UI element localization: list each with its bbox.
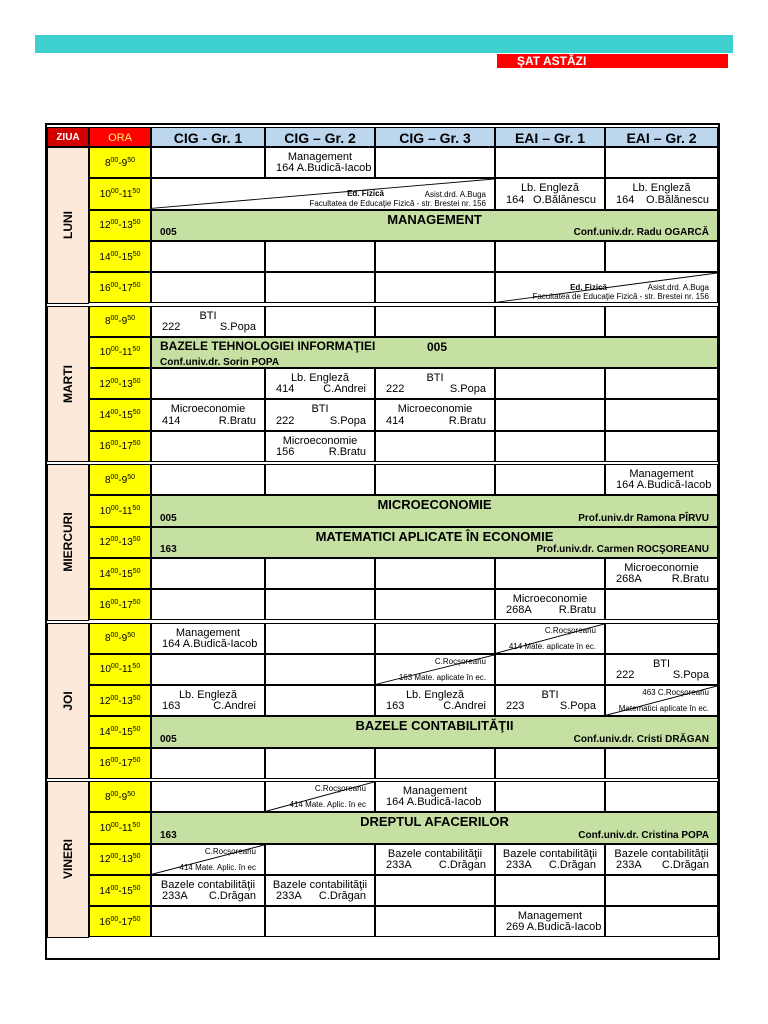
time-label: $12^{00}-13^{50}$: [99, 377, 141, 390]
lecture-room: 163: [160, 543, 177, 555]
lecture-management: [151, 210, 718, 241]
course-room: 222: [616, 669, 635, 682]
time-label: $16^{00}-17^{50}$: [99, 598, 141, 611]
schedule-cell: [265, 241, 375, 272]
diag-course: 414 Mate. aplicate în ec.: [508, 641, 596, 651]
schedule-cell: [495, 875, 605, 906]
lecture-title: DREPTUL AFACERILOR: [360, 814, 509, 830]
time-label: $8^{00}-9^{50}$: [104, 314, 136, 328]
schedule-cell: [151, 589, 265, 620]
time-label: $10^{00}-11^{50}$: [99, 346, 141, 359]
schedule-cell: [495, 147, 605, 178]
schedule-cell: [375, 147, 495, 178]
course-bazele-contabilitatii: [265, 875, 375, 906]
day-vineri: [47, 781, 89, 938]
course-room: 164: [506, 193, 525, 206]
header-group-4: [495, 127, 605, 147]
time-label: $16^{00}-17^{50}$: [99, 281, 141, 294]
course-management: [605, 464, 718, 495]
schedule-cell: [265, 748, 375, 779]
schedule-cell: [375, 906, 495, 937]
time-slot: [89, 527, 151, 558]
diag-course: Matematici aplicate în ec.: [618, 704, 709, 714]
header-group-3: [375, 127, 495, 147]
schedule-cell: [151, 748, 265, 779]
lecture-contabilitate: [151, 716, 718, 747]
time-label: $14^{00}-15^{50}$: [99, 567, 141, 580]
lecture-title: BAZELE CONTABILITĂŢII: [355, 718, 514, 734]
time-label: $10^{00}-11^{50}$: [99, 504, 141, 518]
time-label: $16^{00}-17^{50}$: [99, 757, 141, 770]
diag-course: 414 Mate. Aplic. în ec: [179, 862, 256, 872]
schedule-cell: [151, 464, 265, 495]
course-label: Bazele contabilităţii: [614, 847, 709, 860]
course-bazele-contabilitatii: [495, 844, 605, 875]
day-miercuri: [47, 464, 89, 621]
time-label: $10^{00}-11^{50}$: [99, 187, 141, 201]
time-label: $14^{00}-15^{50}$: [99, 725, 141, 739]
lecture-room: 005: [160, 733, 177, 745]
time-label: $16^{00}-17^{50}$: [99, 440, 141, 453]
schedule-cell: [151, 431, 265, 462]
course-label: Microeconomie: [624, 561, 699, 574]
group-label: CIG - Gr. 1: [173, 130, 243, 146]
schedule-cell: [605, 241, 718, 272]
time-label: $10^{00}-11^{50}$: [99, 663, 141, 676]
schedule-cell: [495, 241, 605, 272]
course-label: Bazele contabilităţii: [160, 878, 256, 891]
time-slot: [89, 748, 151, 779]
schedule-cell: [265, 906, 375, 937]
schedule-cell: [605, 623, 718, 654]
lecture-title: BAZELE TEHNOLOGIEI INFORMAŢIEI: [160, 338, 376, 353]
course-room: 233A: [162, 890, 188, 903]
diag-prof: C.Rocşoreanu: [544, 625, 596, 635]
course-room: 268A: [506, 604, 532, 617]
timetable: [45, 123, 720, 960]
schedule-cell: [151, 147, 265, 178]
course-room: 223: [506, 700, 525, 713]
schedule-cell: [265, 272, 375, 303]
schedule-cell: [375, 748, 495, 779]
course-prof: C.Andrei: [213, 700, 256, 713]
day-joi: [47, 623, 89, 780]
status-badge: ŞAT ASTĂZI: [497, 54, 728, 68]
time-slot: [89, 654, 151, 685]
time-slot: [89, 589, 151, 620]
schedule-cell: [495, 306, 605, 337]
day-label: LUNI: [61, 211, 75, 240]
lecture-title: MANAGEMENT: [387, 211, 482, 227]
schedule-cell: [375, 464, 495, 495]
course-lb-engleza: [151, 685, 265, 716]
lecture-bti: [151, 337, 718, 368]
course-label: Microeconomie: [170, 403, 246, 416]
course-room: 268A: [616, 573, 642, 586]
course-microeconomie: [375, 399, 495, 430]
course-room: 222: [276, 414, 295, 427]
course-prof: S.Popa: [672, 669, 709, 682]
time-slot: [89, 306, 151, 337]
course-prof: R.Bratu: [218, 414, 256, 427]
lecture-microeconomie: [151, 495, 718, 526]
day-label: JOI: [61, 691, 75, 711]
course-bazele-contabilitatii: [151, 875, 265, 906]
course-prof: C.Drăgan: [661, 858, 709, 871]
schedule-cell: [605, 306, 718, 337]
lecture-room: 005: [160, 512, 177, 524]
diag-prof: C.Rocşoreanu: [204, 846, 256, 856]
schedule-cell: [151, 241, 265, 272]
course-room: 233A: [276, 890, 302, 903]
diag-course: Facultatea de Educaţie Fizică - str. Brestei nr. 156: [309, 198, 486, 208]
time-label: $12^{00}-13^{50}$: [99, 219, 141, 232]
time-slot: [89, 272, 151, 303]
schedule-cell: [605, 399, 718, 430]
course-matematici: [375, 654, 495, 685]
time-slot: [89, 558, 151, 589]
course-prof: R.Bratu: [671, 573, 709, 586]
time-label: $8^{00}-9^{50}$: [104, 790, 136, 803]
lecture-title: MICROECONOMIE: [377, 497, 492, 513]
day-label: MIERCURI: [61, 512, 75, 572]
course-label: Microeconomie: [397, 403, 473, 416]
course-lb-engleza: [265, 368, 375, 399]
time-slot: [89, 906, 151, 937]
course-management: [151, 623, 265, 654]
group-label: EAI – Gr. 1: [514, 130, 586, 146]
schedule-cell: [605, 748, 718, 779]
course-bazele-contabilitatii: [375, 844, 495, 875]
schedule-cell: [151, 368, 265, 399]
schedule-cell: [495, 654, 605, 685]
diag-course: Facultatea de Educaţie Fizică - str. Brestei nr. 156: [532, 292, 709, 302]
time-slot: [89, 716, 151, 747]
course-bti: [605, 654, 718, 685]
lecture-room: 005: [160, 226, 177, 238]
time-label: $12^{00}-13^{50}$: [99, 694, 141, 707]
course-prof: R.Bratu: [448, 414, 486, 427]
diag-prof: Ed. Fizică: [347, 189, 384, 199]
course-matematici: [151, 844, 265, 875]
course-lb-engleza: [375, 685, 495, 716]
time-slot: [89, 495, 151, 526]
lecture-dreptul-afacerilor: [151, 812, 718, 843]
course-prof: C.Drăgan: [438, 858, 486, 871]
time-slot: [89, 337, 151, 368]
course-room: 156: [276, 445, 295, 458]
course-prof: C.Drăgan: [208, 890, 256, 903]
schedule-cell: [375, 306, 495, 337]
schedule-cell: [151, 906, 265, 937]
time-slot: [89, 399, 151, 430]
course-room: 233A: [506, 858, 532, 871]
lecture-prof: Prof.univ.dr Ramona PÎRVU: [578, 512, 709, 524]
schedule-cell: [265, 623, 375, 654]
schedule-cell: [375, 875, 495, 906]
course-bti: [265, 399, 375, 430]
course-room: 222: [386, 383, 405, 396]
course-label: Microeconomie: [512, 593, 588, 606]
time-label: $10^{00}-11^{50}$: [99, 821, 141, 835]
course-prof: S.Popa: [559, 700, 596, 713]
course-ed-fizica: [151, 178, 495, 209]
course-room-prof: 164 A.Budică-Iacob: [386, 796, 482, 809]
course-management: [495, 906, 605, 937]
course-label: BTI: [311, 403, 329, 416]
schedule-cell: [605, 147, 718, 178]
course-room-prof: 164 A.Budică-Iacob: [616, 479, 712, 492]
time-slot: [89, 431, 151, 462]
time-label: $8^{00}-9^{50}$: [104, 156, 136, 169]
schedule-cell: [375, 558, 495, 589]
course-matematici: [495, 623, 605, 654]
course-room: 163: [162, 700, 181, 713]
course-management: [375, 781, 495, 812]
time-label: $14^{00}-15^{50}$: [99, 884, 141, 897]
header-group-5: [605, 127, 718, 147]
course-bazele-contabilitatii: [605, 844, 718, 875]
time-slot: [89, 812, 151, 843]
header-group-2: [265, 127, 375, 147]
schedule-cell: [605, 431, 718, 462]
diag-prof: 463 C.Rocşoreanu: [642, 688, 709, 698]
course-bti: [151, 306, 265, 337]
course-prof: C.Andrei: [443, 700, 486, 713]
course-label: BTI: [541, 689, 559, 702]
course-label: BTI: [652, 657, 671, 670]
schedule-cell: [375, 589, 495, 620]
time-slot: [89, 623, 151, 654]
schedule-cell: [265, 685, 375, 716]
course-label: Bazele contabilităţii: [272, 878, 368, 891]
lecture-prof: Conf.univ.dr. Sorin POPA: [160, 357, 280, 369]
course-label: Management: [402, 785, 468, 797]
course-lb-engleza: [495, 178, 605, 209]
diag-prof: Ed. Fizică: [570, 283, 607, 293]
course-room: 233A: [616, 858, 642, 871]
course-label: BTI: [199, 309, 217, 322]
group-label: CIG – Gr. 3: [399, 130, 471, 146]
schedule-cell: [151, 781, 265, 812]
course-microeconomie: [265, 431, 375, 462]
time-label: $12^{00}-13^{50}$: [99, 853, 141, 866]
schedule-cell: [605, 906, 718, 937]
course-prof: S.Popa: [329, 414, 366, 427]
course-label: Bazele contabilităţii: [502, 847, 598, 860]
schedule-cell: [495, 558, 605, 589]
diag-prof: C.Rocşoreanu: [314, 784, 366, 793]
course-label: Lb. Engleză: [632, 182, 691, 195]
lecture-prof: Conf.univ.dr. Cristi DRĂGAN: [573, 733, 709, 745]
course-label: Lb. Engleză: [178, 689, 238, 702]
header-ziua-label: ZIUA: [56, 132, 80, 143]
course-lb-engleza: [605, 178, 718, 209]
course-matematici: [265, 781, 375, 812]
time-slot: [89, 241, 151, 272]
day-label: MARTI: [61, 364, 75, 403]
day-label: VINERI: [61, 839, 75, 880]
course-label: Management: [175, 626, 241, 639]
schedule-cell: [605, 368, 718, 399]
header-ora: [89, 127, 151, 147]
group-label: CIG – Gr. 2: [284, 130, 356, 146]
lecture-prof: Conf.univ.dr. Cristina POPA: [578, 829, 709, 841]
course-ed-fizica: [495, 272, 718, 303]
top-accent-bar: [35, 35, 733, 53]
schedule-cell: [375, 623, 495, 654]
time-slot: [89, 464, 151, 495]
lecture-prof: Conf.univ.dr. Radu OGARCĂ: [573, 226, 709, 238]
diag-prof: C.Rocşoreanu: [434, 656, 486, 666]
header-group-1: [151, 127, 265, 147]
course-room: 414: [386, 414, 405, 427]
course-room: 164: [616, 193, 635, 206]
course-label: Management: [629, 468, 694, 480]
time-label: $14^{00}-15^{50}$: [99, 250, 141, 263]
course-room-prof: 164 A.Budică-Iacob: [162, 637, 258, 650]
schedule-cell: [265, 589, 375, 620]
schedule-cell: [265, 464, 375, 495]
course-room: 414: [162, 414, 181, 427]
course-prof: C.Drăgan: [318, 890, 366, 903]
course-microeconomie: [495, 589, 605, 620]
day-luni: [47, 147, 89, 304]
course-prof: R.Bratu: [558, 604, 596, 617]
schedule-cell: [495, 368, 605, 399]
time-label: $12^{00}-13^{50}$: [99, 536, 141, 549]
schedule-cell: [495, 464, 605, 495]
course-label: Microeconomie: [282, 434, 358, 447]
course-management: [265, 147, 375, 178]
course-room: 222: [162, 320, 181, 333]
schedule-cell: [495, 748, 605, 779]
time-slot: [89, 147, 151, 178]
diag-prof-name: Asist.drd. A.Buga: [647, 283, 709, 293]
course-label: Management: [517, 910, 583, 923]
schedule-cell: [265, 306, 375, 337]
time-slot: [89, 844, 151, 875]
course-prof: O.Bălănescu: [646, 193, 709, 206]
time-label: $8^{00}-9^{50}$: [104, 631, 136, 645]
course-microeconomie: [151, 399, 265, 430]
schedule-cell: [605, 875, 718, 906]
course-bti: [495, 685, 605, 716]
time-slot: [89, 178, 151, 209]
schedule-cell: [375, 431, 495, 462]
schedule-cell: [375, 241, 495, 272]
course-prof: C.Andrei: [323, 383, 366, 396]
course-prof: S.Popa: [449, 383, 486, 396]
day-marti: [47, 306, 89, 463]
header-ziua: [47, 127, 89, 147]
course-label: Lb. Engleză: [405, 689, 465, 702]
course-room: 414: [276, 383, 295, 396]
schedule-cell: [265, 654, 375, 685]
time-slot: [89, 368, 151, 399]
schedule-cell: [151, 272, 265, 303]
course-label: Management: [287, 151, 353, 163]
time-slot: [89, 875, 151, 906]
time-label: $14^{00}-15^{50}$: [99, 408, 141, 422]
course-label: Lb. Engleză: [520, 182, 580, 195]
schedule-cell: [495, 431, 605, 462]
diag-course: 414 Mate. Aplic. în ec: [289, 800, 366, 810]
course-microeconomie: [605, 558, 718, 589]
group-label: EAI – Gr. 2: [626, 130, 697, 146]
time-slot: [89, 685, 151, 716]
lecture-prof: Prof.univ.dr. Carmen ROCŞOREANU: [536, 543, 709, 555]
course-prof: C.Drăgan: [548, 858, 596, 871]
course-room: 163: [386, 700, 405, 713]
schedule-cell: [151, 654, 265, 685]
diag-course: 163 Mate. aplicate în ec.: [398, 673, 486, 683]
lecture-room: 163: [160, 829, 177, 841]
course-room: 233A: [386, 858, 412, 871]
time-slot: [89, 781, 151, 812]
schedule-cell: [495, 781, 605, 812]
schedule-cell: [151, 558, 265, 589]
course-bti: [375, 368, 495, 399]
lecture-room: 005: [427, 339, 448, 354]
course-room-prof: 164 A.Budică-Iacob: [276, 162, 372, 175]
course-prof: R.Bratu: [328, 445, 366, 458]
course-prof: O.Bălănescu: [533, 193, 596, 206]
diag-prof-name: Asist.drd. A.Buga: [424, 190, 486, 200]
course-label: Bazele contabilităţii: [387, 847, 483, 860]
time-slot: [89, 210, 151, 241]
schedule-cell: [605, 589, 718, 620]
schedule-cell: [375, 272, 495, 303]
schedule-cell: [605, 781, 718, 812]
time-label: $16^{00}-17^{50}$: [99, 915, 141, 928]
schedule-cell: [265, 844, 375, 875]
course-matematici: [605, 685, 718, 716]
lecture-title: MATEMATICI APLICATE ÎN ECONOMIE: [315, 528, 554, 544]
schedule-cell: [265, 558, 375, 589]
schedule-cell: [495, 399, 605, 430]
lecture-matematici: [151, 527, 718, 558]
course-label: BTI: [426, 372, 444, 385]
course-label: Lb. Engleză: [290, 372, 350, 385]
header-ora-label: ORA: [108, 132, 132, 144]
course-prof: S.Popa: [219, 320, 256, 333]
time-label: $8^{00}-9^{50}$: [104, 473, 136, 486]
course-room-prof: 269 A.Budică-Iacob: [506, 921, 602, 934]
